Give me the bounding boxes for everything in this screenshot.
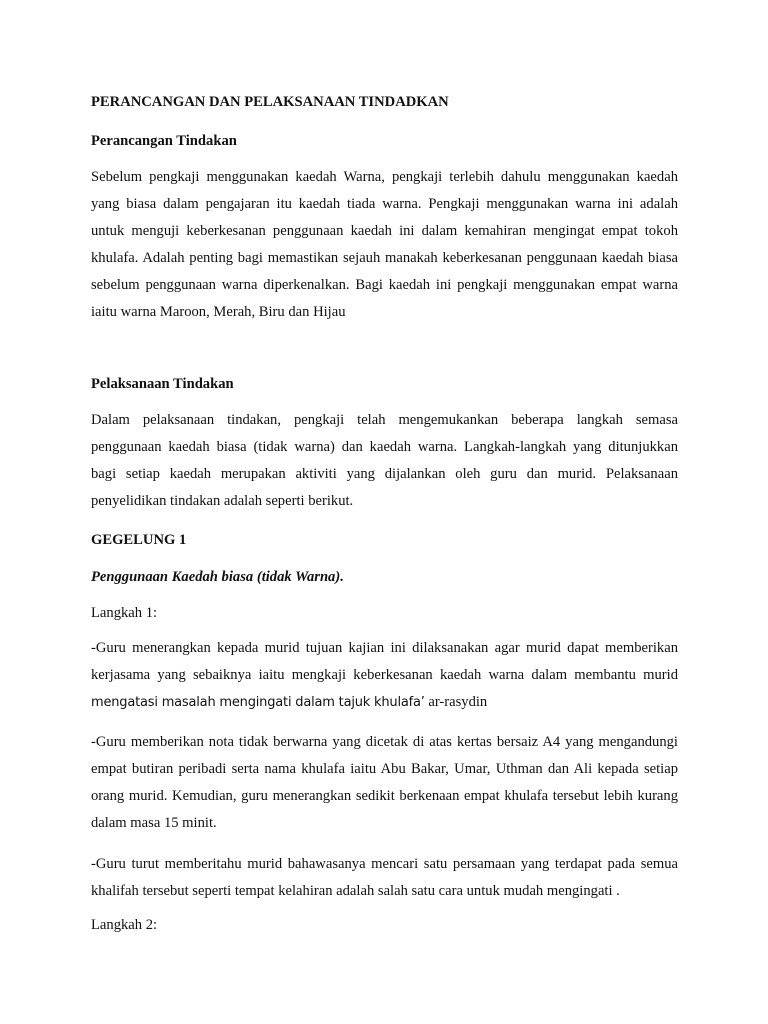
paragraph-perancangan xyxy=(91,164,678,326)
langkah-2-label: Langkah 2: xyxy=(91,917,158,933)
paragraph-line: khulafa. Adalah penting bagi memastikan sejauh manakah keberkesanan penggunaan kaedah biasa xyxy=(91,250,678,266)
paragraph-line: iaitu warna Maroon, Merah, Biru dan Hijau xyxy=(91,304,346,320)
paragraph-line: sebelum penggunaan warna diperkenalkan. Bagi kaedah ini pengkaji menggunakan empat warna xyxy=(91,277,678,293)
section-heading-perancangan: Perancangan Tindakan xyxy=(91,133,237,149)
paragraph-fragment: ar-rasydin xyxy=(424,694,488,710)
paragraph-step-2 xyxy=(91,729,678,837)
paragraph-line: yang biasa dalam pengajaran itu kaedah tiada warna. Pengkaji menggunakan warna ini adalah xyxy=(91,196,678,212)
paragraph-line: untuk menguji keberkesanan penggunaan kaedah ini dalam kemahiran mengingat empat tokoh xyxy=(91,223,678,239)
paragraph-line: dalam masa 15 minit. xyxy=(91,815,217,831)
paragraph-step-1 xyxy=(91,635,678,716)
paragraph-line: kerjasama yang sebaiknya iaitu mengkaji keberkesanan kaedah warna dalam membantu murid xyxy=(91,667,678,683)
paragraph-pelaksanaan xyxy=(91,407,678,515)
paragraph-line: -Guru turut memberitahu murid bahawasanya mencari satu persamaan yang terdapat pada semua xyxy=(91,856,678,872)
section-heading-pelaksanaan: Pelaksanaan Tindakan xyxy=(91,376,234,392)
gegelung-heading: GEGELUNG 1 xyxy=(91,532,187,548)
paragraph-line: -Guru menerangkan kepada murid tujuan kajian ini dilaksanakan agar murid dapat memberikan xyxy=(91,640,678,656)
method-heading: Penggunaan Kaedah biasa (tidak Warna). xyxy=(91,569,344,585)
paragraph-line: penggunaan kaedah biasa (tidak warna) dan kaedah warna. Langkah-langkah yang ditunjukkan xyxy=(91,439,678,455)
paragraph-line: khalifah tersebut seperti tempat kelahiran adalah salah satu cara untuk mudah mengingati . xyxy=(91,883,620,899)
paragraph-line: -Guru memberikan nota tidak berwarna yang dicetak di atas kertas bersaiz A4 yang mengandungi xyxy=(91,734,678,750)
paragraph-step-3 xyxy=(91,851,678,905)
paragraph-line xyxy=(91,689,678,716)
paragraph-line: empat butiran peribadi serta nama khulafa iaitu Abu Bakar, Umar, Uthman dan Ali kepada setiap xyxy=(91,761,678,777)
langkah-1-label: Langkah 1: xyxy=(91,605,158,621)
paragraph-line: Sebelum pengkaji menggunakan kaedah Warna, pengkaji terlebih dahulu menggunakan kaedah xyxy=(91,169,678,185)
paragraph-fragment: mengatasi masalah mengingati dalam tajuk khulafa’ xyxy=(91,695,425,710)
paragraph-line: orang murid. Kemudian, guru menerangkan sedikit berkenaan empat khulafa tersebut lebih kurang xyxy=(91,788,678,804)
paragraph-line: penyelidikan tindakan adalah seperti berikut. xyxy=(91,493,354,509)
paragraph-line: bagi setiap kaedah merupakan aktiviti yang dijalankan oleh guru dan murid. Pelaksanaan xyxy=(91,466,678,482)
document-title: PERANCANGAN DAN PELAKSANAAN TINDADKAN xyxy=(91,94,449,110)
paragraph-line: Dalam pelaksanaan tindakan, pengkaji telah mengemukankan beberapa langkah semasa xyxy=(91,412,678,428)
